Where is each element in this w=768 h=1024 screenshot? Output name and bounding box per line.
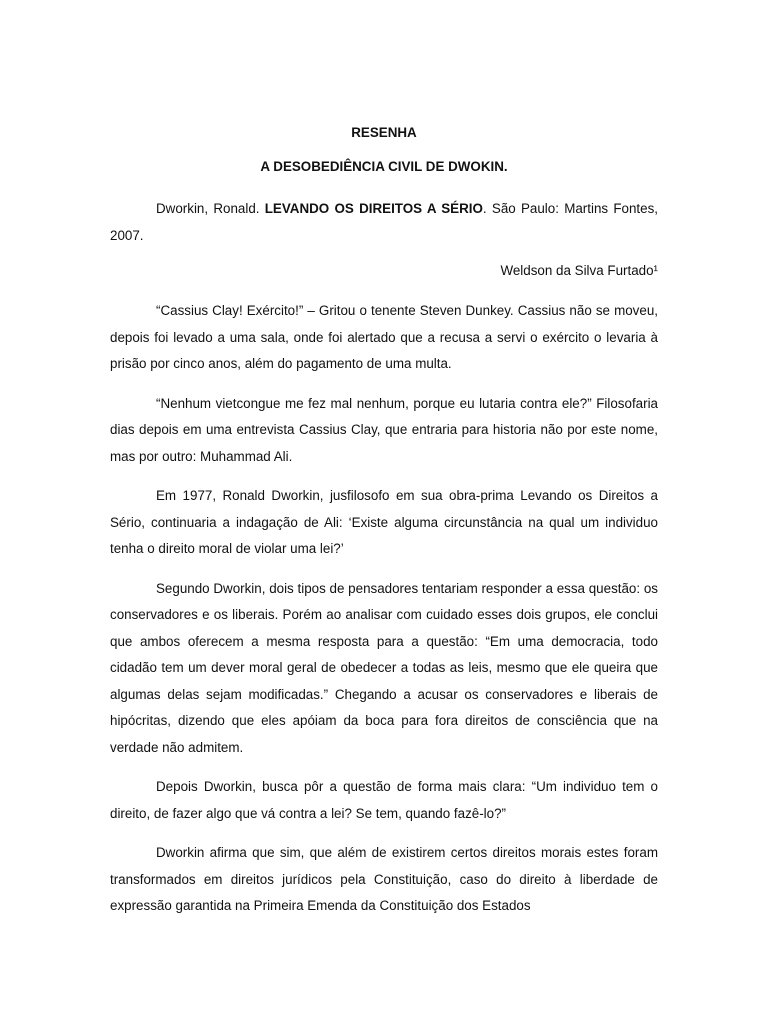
body-paragraph: “Cassius Clay! Exército!” – Gritou o tenente Steven Dunkey. Cassius não se moveu, depois foi levado a uma sala, onde foi alertado que a recusa a servi o exército o levaria à prisão por cinco anos, além do pagamento de uma multa.: [110, 303, 658, 371]
reference-book-title: LEVANDO OS DIREITOS A SÉRIO: [264, 201, 483, 216]
reference-publisher: . São Paulo: Martins Fontes, 2007.: [110, 201, 658, 243]
body-paragraph: Em 1977, Ronald Dworkin, jusfilosofo em sua obra-prima Levando os Direitos a Sério, continuaria a indagação de Ali: ‘Existe alguma circunstância na qual um individuo tenha o direito moral de violar uma lei?’: [110, 488, 658, 556]
document-heading: RESENHA: [351, 125, 417, 140]
body-paragraph: Dworkin afirma que sim, que além de existirem certos direitos morais estes foram transformados em direitos jurídicos pela Constituição, caso do direito à liberdade de expressão garantida na Primeira Emenda da Constituição dos Estados: [110, 845, 658, 913]
body-paragraph: Segundo Dworkin, dois tipos de pensadores tentariam responder a essa questão: os conservadores e os liberais. Porém ao analisar com cuidado esses dois grupos, ele conclui que ambos oferecem a mesma resposta para a questão: “Em uma democracia, todo cidadão tem um dever moral geral de obedecer a todas as leis, mesmo que ele queira que algumas delas sejam modificadas.” Chegando a acusar os conservadores e liberais de hipócritas, dizendo que eles apóiam da boca para fora direitos de consciência que na verdade não admitem.: [110, 580, 658, 755]
reference-author: Dworkin, Ronald.: [156, 201, 265, 216]
body-paragraph: “Nenhum vietcongue me fez mal nenhum, porque eu lutaria contra ele?” Filosofaria dias depois em uma entrevista Cassius Clay, que entraria para historia não por este nome, mas por outro: Muhammad Ali.: [110, 395, 658, 464]
author-byline: Weldson da Silva Furtado¹: [500, 263, 658, 278]
bibliographic-reference: [110, 195, 658, 249]
document-title: A DESOBEDIÊNCIA CIVIL DE DWOKIN.: [260, 159, 508, 174]
body-paragraph: Depois Dworkin, busca pôr a questão de forma mais clara: “Um individuo tem o direito, de fazer algo que vá contra a lei? Se tem, quando fazê-lo?”: [110, 779, 658, 821]
